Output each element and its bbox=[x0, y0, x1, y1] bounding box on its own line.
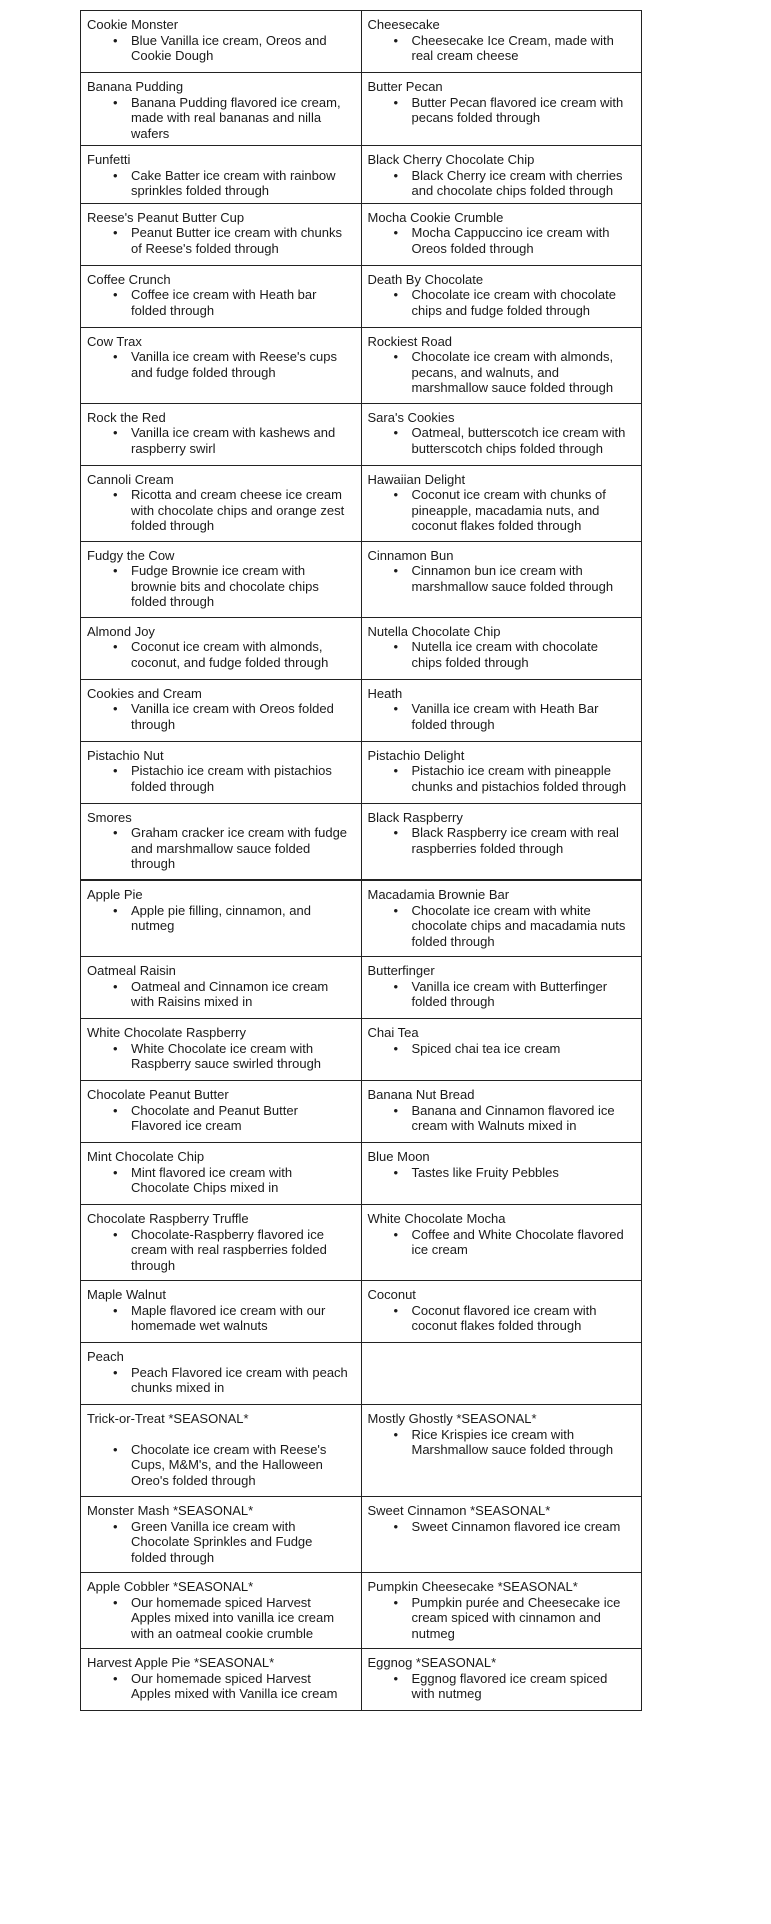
flavor-description: • Fudge Brownie ice cream with brownie bits and chocolate chips folded through bbox=[87, 563, 355, 610]
flavor-name: White Chocolate Raspberry bbox=[87, 1025, 246, 1040]
flavor-cell bbox=[361, 881, 642, 957]
table-row bbox=[81, 1081, 642, 1143]
table-row bbox=[81, 203, 642, 265]
flavor-cell bbox=[81, 465, 362, 541]
flavor-cell bbox=[81, 403, 362, 465]
flavor-name: Smores bbox=[87, 809, 132, 825]
flavor-description: • Maple flavored ice cream with our homemade wet walnuts bbox=[87, 1303, 355, 1334]
flavor-cell bbox=[361, 803, 642, 879]
table-row bbox=[81, 617, 642, 679]
table-row bbox=[81, 265, 642, 327]
flavor-table-2 bbox=[80, 880, 642, 1711]
flavor-name: Coconut bbox=[367, 1287, 416, 1302]
flavor-cell bbox=[81, 11, 362, 73]
flavor-description: • Banana and Cinnamon flavored ice cream with Walnuts mixed in bbox=[368, 1103, 636, 1134]
flavor-description: • Pistachio ice cream with pineapple chunks and pistachios folded through bbox=[368, 763, 636, 794]
table-row bbox=[81, 741, 642, 803]
flavor-description: • Graham cracker ice cream with fudge and marshmallow sauce folded through bbox=[87, 825, 355, 872]
flavor-description: • Rice Krispies ice cream with Marshmallow sauce folded through bbox=[368, 1427, 636, 1458]
flavor-name: Mocha Cookie Crumble bbox=[367, 209, 504, 225]
flavor-name: Mint Chocolate Chip bbox=[87, 1149, 205, 1164]
flavor-name: Hawaiian Delight bbox=[367, 471, 466, 487]
flavor-cell bbox=[361, 741, 642, 803]
spacer bbox=[87, 1427, 355, 1442]
flavor-cell bbox=[81, 803, 362, 879]
flavor-cell bbox=[81, 741, 362, 803]
flavor-cell bbox=[81, 541, 362, 617]
table-row bbox=[81, 1497, 642, 1573]
flavor-description: • Our homemade spiced Harvest Apples mixed into vanilla ice cream with an oatmeal cookie crumble bbox=[87, 1595, 355, 1642]
flavor-description: • Coffee ice cream with Heath bar folded through bbox=[87, 287, 355, 318]
flavor-description: • Chocolate ice cream with chocolate chips and fudge folded through bbox=[368, 287, 636, 318]
flavor-name: Fudgy the Cow bbox=[87, 547, 175, 563]
flavor-description: • Peach Flavored ice cream with peach chunks mixed in bbox=[87, 1365, 355, 1396]
flavor-name: Death By Chocolate bbox=[367, 271, 484, 287]
flavor-cell bbox=[81, 327, 362, 403]
flavor-cell bbox=[361, 11, 642, 73]
flavor-cell bbox=[81, 1497, 362, 1573]
flavor-cell bbox=[81, 1081, 362, 1143]
flavor-name: Blue Moon bbox=[367, 1149, 430, 1164]
flavor-cell bbox=[81, 617, 362, 679]
flavor-name: Chocolate Raspberry Truffle bbox=[87, 1211, 249, 1226]
flavor-cell bbox=[361, 327, 642, 403]
flavor-description: • Pistachio ice cream with pistachios folded through bbox=[87, 763, 355, 794]
flavor-cell bbox=[81, 957, 362, 1019]
flavor-name: Cannoli Cream bbox=[87, 471, 174, 487]
flavor-cell bbox=[81, 881, 362, 957]
flavor-description: • Chocolate ice cream with Reese's Cups, M&M's, and the Halloween Oreo's folded through bbox=[87, 1442, 355, 1489]
table-row bbox=[81, 327, 642, 403]
flavor-description: • Coffee and White Chocolate flavored ice cream bbox=[368, 1227, 636, 1258]
flavor-name: White Chocolate Mocha bbox=[367, 1211, 506, 1226]
flavor-name: Oatmeal Raisin bbox=[87, 963, 176, 978]
flavor-name: Cookies and Cream bbox=[87, 685, 202, 701]
flavor-cell bbox=[361, 957, 642, 1019]
flavor-cell bbox=[361, 1573, 642, 1649]
flavor-name: Cinnamon Bun bbox=[367, 547, 454, 563]
flavor-description: • Black Raspberry ice cream with real raspberries folded through bbox=[368, 825, 636, 856]
flavor-description: • Nutella ice cream with chocolate chips folded through bbox=[368, 639, 636, 670]
flavor-cell bbox=[361, 403, 642, 465]
flavor-description: • Blue Vanilla ice cream, Oreos and Cookie Dough bbox=[87, 33, 355, 64]
flavor-description: • Coconut ice cream with chunks of pineapple, macadamia nuts, and coconut flakes folded through bbox=[368, 487, 636, 534]
flavor-name: Rockiest Road bbox=[367, 333, 453, 349]
table-row bbox=[81, 146, 642, 204]
flavor-name: Maple Walnut bbox=[87, 1287, 166, 1302]
flavor-cell bbox=[361, 1143, 642, 1205]
flavor-name: Chocolate Peanut Butter bbox=[87, 1087, 229, 1102]
flavor-description: • Cheesecake Ice Cream, made with real cream cheese bbox=[368, 33, 636, 64]
flavor-name: Butter Pecan bbox=[367, 79, 443, 94]
table-row bbox=[81, 803, 642, 879]
table-row bbox=[81, 957, 642, 1019]
flavor-cell bbox=[81, 1405, 362, 1497]
flavor-cell bbox=[81, 73, 362, 146]
flavor-cell bbox=[81, 1281, 362, 1343]
flavor-cell bbox=[361, 1019, 642, 1081]
flavor-cell bbox=[361, 617, 642, 679]
flavor-description: • Eggnog flavored ice cream spiced with nutmeg bbox=[368, 1671, 636, 1702]
flavor-cell bbox=[361, 1649, 642, 1711]
flavor-name: Almond Joy bbox=[87, 623, 155, 639]
flavor-name: Banana Pudding bbox=[87, 79, 184, 94]
flavor-cell bbox=[81, 1573, 362, 1649]
flavor-name: Funfetti bbox=[87, 152, 131, 167]
flavor-description: • Apple pie filling, cinnamon, and nutmeg bbox=[87, 903, 355, 934]
flavor-name: Apple Cobbler *SEASONAL* bbox=[87, 1579, 254, 1594]
flavor-description: • Peanut Butter ice cream with chunks of Reese's folded through bbox=[87, 225, 355, 256]
flavor-name: Cheesecake bbox=[367, 17, 440, 32]
flavor-cell bbox=[361, 203, 642, 265]
flavor-description: • Chocolate ice cream with white chocolate chips and macadamia nuts folded through bbox=[368, 903, 636, 950]
flavor-name: Sweet Cinnamon *SEASONAL* bbox=[367, 1503, 551, 1518]
flavor-name: Eggnog *SEASONAL* bbox=[367, 1655, 497, 1670]
flavor-description: • Oatmeal, butterscotch ice cream with butterscotch chips folded through bbox=[368, 425, 636, 456]
flavor-name: Black Cherry Chocolate Chip bbox=[367, 152, 535, 167]
flavor-description: • Banana Pudding flavored ice cream, made with real bananas and nilla wafers bbox=[87, 95, 355, 142]
flavor-cell bbox=[81, 1205, 362, 1281]
flavor-cell bbox=[361, 73, 642, 146]
flavor-cell bbox=[81, 1649, 362, 1711]
flavor-description: • Green Vanilla ice cream with Chocolate Sprinkles and Fudge folded through bbox=[87, 1519, 355, 1566]
flavor-cell bbox=[361, 1281, 642, 1343]
flavor-description: • Vanilla ice cream with kashews and raspberry swirl bbox=[87, 425, 355, 456]
flavor-description: • Coconut ice cream with almonds, coconut, and fudge folded through bbox=[87, 639, 355, 670]
flavor-name: Chai Tea bbox=[367, 1025, 419, 1040]
flavor-cell bbox=[81, 1143, 362, 1205]
table-row bbox=[81, 1343, 642, 1405]
flavor-cell bbox=[81, 265, 362, 327]
flavor-name: Banana Nut Bread bbox=[367, 1087, 475, 1102]
table-row bbox=[81, 465, 642, 541]
flavor-cell bbox=[361, 265, 642, 327]
table-row bbox=[81, 1281, 642, 1343]
flavor-description: • Vanilla ice cream with Butterfinger folded through bbox=[368, 979, 636, 1010]
flavor-name: Trick-or-Treat *SEASONAL* bbox=[87, 1411, 249, 1426]
flavor-cell bbox=[81, 679, 362, 741]
table-row bbox=[81, 1019, 642, 1081]
table-row bbox=[81, 881, 642, 957]
flavor-name: Butterfinger bbox=[367, 963, 435, 978]
flavor-description: • Oatmeal and Cinnamon ice cream with Raisins mixed in bbox=[87, 979, 355, 1010]
flavor-cell bbox=[361, 146, 642, 204]
flavor-name: Pumpkin Cheesecake *SEASONAL* bbox=[367, 1579, 578, 1594]
flavor-description: • Spiced chai tea ice cream bbox=[368, 1041, 636, 1057]
flavor-cell bbox=[361, 1497, 642, 1573]
table-row bbox=[81, 403, 642, 465]
table-row bbox=[81, 1649, 642, 1711]
flavor-name: Pistachio Delight bbox=[367, 747, 465, 763]
flavor-name: Nutella Chocolate Chip bbox=[367, 623, 501, 639]
flavor-cell bbox=[81, 203, 362, 265]
table-row bbox=[81, 11, 642, 73]
flavor-name: Reese's Peanut Butter Cup bbox=[87, 209, 245, 225]
flavor-name: Macadamia Brownie Bar bbox=[367, 887, 510, 902]
flavor-description: • Mint flavored ice cream with Chocolate Chips mixed in bbox=[87, 1165, 355, 1196]
flavor-name: Monster Mash *SEASONAL* bbox=[87, 1503, 254, 1518]
flavor-description: • Cinnamon bun ice cream with marshmallow sauce folded through bbox=[368, 563, 636, 594]
flavor-name: Harvest Apple Pie *SEASONAL* bbox=[87, 1655, 275, 1670]
flavor-description: • Mocha Cappuccino ice cream with Oreos folded through bbox=[368, 225, 636, 256]
flavor-description: • Tastes like Fruity Pebbles bbox=[368, 1165, 636, 1181]
table-row bbox=[81, 1405, 642, 1497]
table-row bbox=[81, 1143, 642, 1205]
flavor-description: • Ricotta and cream cheese ice cream with chocolate chips and orange zest folded through bbox=[87, 487, 355, 534]
table-row bbox=[81, 73, 642, 146]
flavor-description: • Vanilla ice cream with Heath Bar folded through bbox=[368, 701, 636, 732]
flavor-table-1 bbox=[80, 10, 642, 880]
flavor-description: • Pumpkin purée and Cheesecake ice cream spiced with cinnamon and nutmeg bbox=[368, 1595, 636, 1642]
flavor-description: • Vanilla ice cream with Reese's cups and fudge folded through bbox=[87, 349, 355, 380]
flavor-cell bbox=[361, 1343, 642, 1405]
flavor-name: Pistachio Nut bbox=[87, 747, 164, 763]
flavor-description: • Coconut flavored ice cream with coconut flakes folded through bbox=[368, 1303, 636, 1334]
flavor-name: Heath bbox=[367, 685, 403, 701]
flavor-cell bbox=[361, 1081, 642, 1143]
flavor-name: Coffee Crunch bbox=[87, 271, 171, 287]
flavor-name: Rock the Red bbox=[87, 409, 166, 425]
table-row bbox=[81, 1573, 642, 1649]
table-row bbox=[81, 541, 642, 617]
flavor-cell bbox=[361, 465, 642, 541]
flavor-description: • White Chocolate ice cream with Raspberry sauce swirled through bbox=[87, 1041, 355, 1072]
flavor-cell bbox=[361, 541, 642, 617]
flavor-name: Black Raspberry bbox=[367, 809, 463, 825]
flavor-name: Cow Trax bbox=[87, 333, 142, 349]
flavor-cell bbox=[361, 679, 642, 741]
flavor-name: Apple Pie bbox=[87, 887, 143, 902]
flavor-cell bbox=[81, 1019, 362, 1081]
flavor-cell bbox=[361, 1205, 642, 1281]
flavor-name: Sara's Cookies bbox=[367, 409, 455, 425]
table-row bbox=[81, 679, 642, 741]
flavor-description: • Chocolate ice cream with almonds, pecans, and walnuts, and marshmallow sauce folded through bbox=[368, 349, 636, 396]
flavor-cell bbox=[81, 1343, 362, 1405]
flavor-description: • Black Cherry ice cream with cherries and chocolate chips folded through bbox=[368, 168, 636, 199]
flavor-cell bbox=[81, 146, 362, 204]
table-row bbox=[81, 1205, 642, 1281]
flavor-name: Peach bbox=[87, 1349, 124, 1364]
flavor-description: • Vanilla ice cream with Oreos folded through bbox=[87, 701, 355, 732]
flavor-description: • Chocolate and Peanut Butter Flavored ice cream bbox=[87, 1103, 355, 1134]
flavor-description: • Butter Pecan flavored ice cream with pecans folded through bbox=[368, 95, 636, 126]
flavor-name: Cookie Monster bbox=[87, 17, 179, 32]
flavor-description: • Chocolate-Raspberry flavored ice cream with real raspberries folded through bbox=[87, 1227, 355, 1274]
flavor-description: • Cake Batter ice cream with rainbow sprinkles folded through bbox=[87, 168, 355, 199]
flavor-description: • Our homemade spiced Harvest Apples mixed with Vanilla ice cream bbox=[87, 1671, 355, 1702]
flavor-cell bbox=[361, 1405, 642, 1497]
flavor-description: • Sweet Cinnamon flavored ice cream bbox=[368, 1519, 636, 1535]
flavor-name: Mostly Ghostly *SEASONAL* bbox=[367, 1411, 537, 1426]
